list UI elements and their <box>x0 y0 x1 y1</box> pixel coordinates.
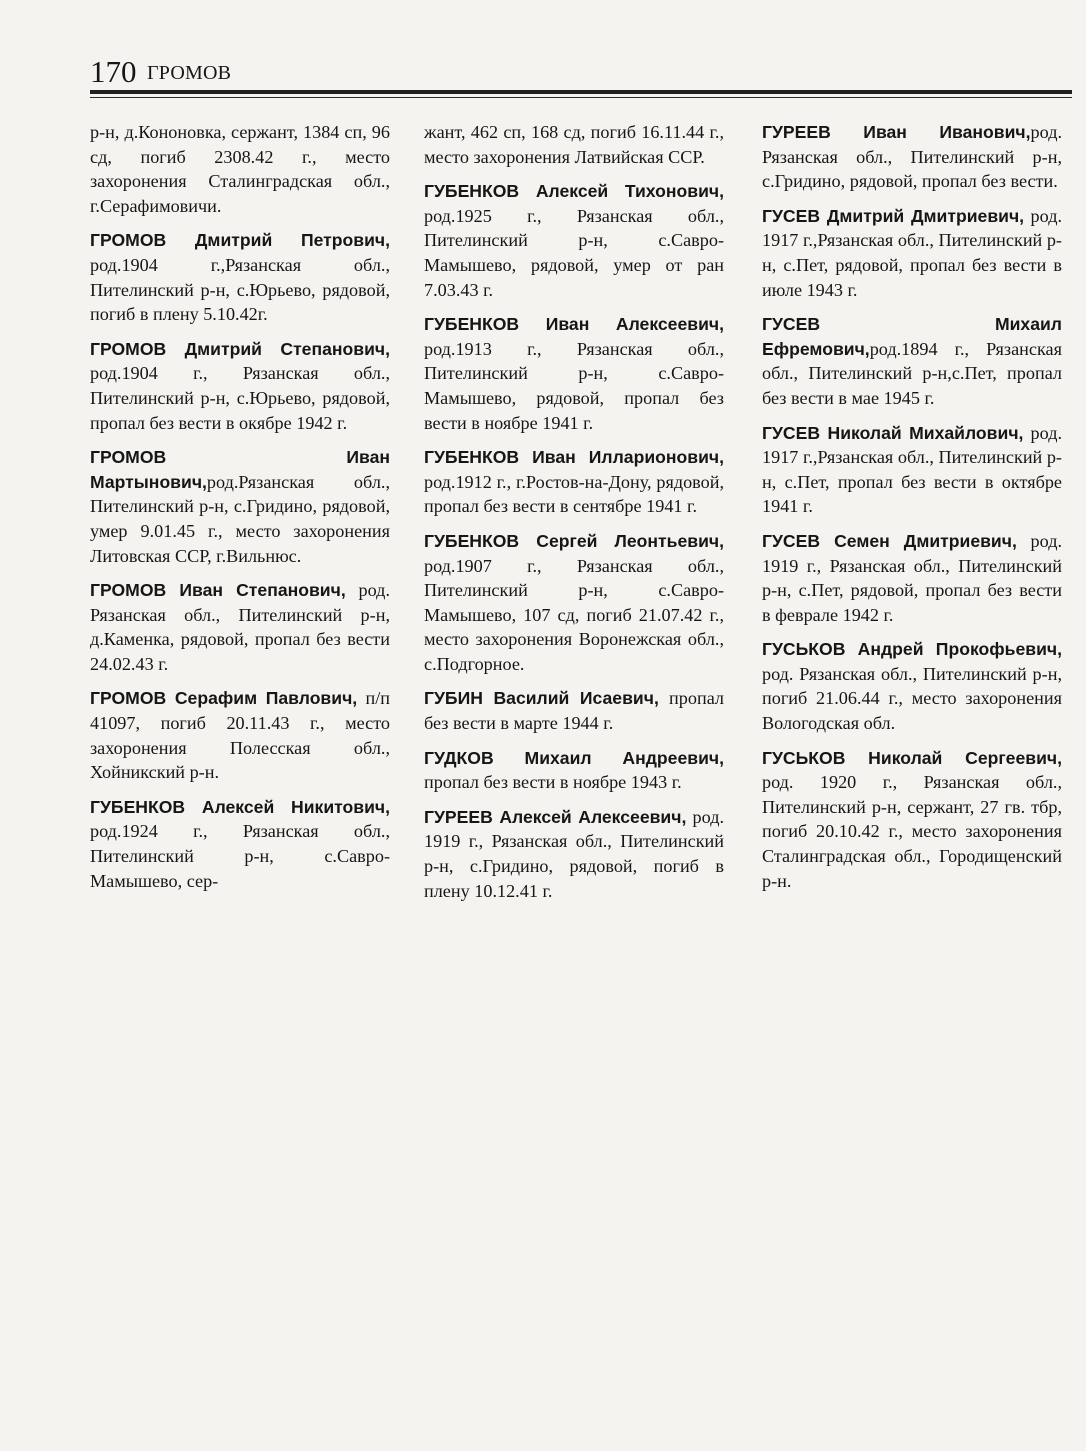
entry <box>762 120 1062 194</box>
entry <box>90 228 390 326</box>
entry-name: ГУБЕНКОВ Сергей Леонтьевич, <box>424 530 724 551</box>
entry-name: ГУРЕЕВ Иван Иванович, <box>762 122 1031 142</box>
entry-name: ГУБЕНКОВ Иван Алексеевич, <box>424 314 724 335</box>
entry <box>90 686 390 784</box>
entry <box>90 120 390 218</box>
entry-details: род. Рязанская обл., Пителинский р-н, с.Гридино, рядовой, пропал без вести. <box>762 122 1062 192</box>
entry-name: ГРОМОВ Иван Степанович, <box>90 580 346 601</box>
entry <box>90 578 390 676</box>
entry-name: ГРОМОВ Иван Мартынович, <box>90 447 390 492</box>
entry <box>424 529 724 677</box>
entry-details: род. 1920 г., Рязанская обл., Пителинский р-н, сержант, 27 гв. тбр, погиб 20.10.42 г., место захоронения Сталинградская обл., Городищенский р-н. <box>762 772 1062 891</box>
entry-name: ГУСЕВ Дмитрий Дмитриевич, <box>762 205 1025 226</box>
entry <box>424 805 724 903</box>
entry-name: ГУБЕНКОВ Алексей Тихонович, <box>424 181 724 202</box>
text-column-3 <box>762 120 1062 903</box>
entry <box>424 686 724 735</box>
running-head: ГРОМОВ <box>147 62 232 84</box>
entry <box>90 445 390 568</box>
entry-details: род.1925 г., Рязанская обл., Пителинский р-н, с.Савро-Мамышево, рядовой, умер от ран 7.03.43 г. <box>424 205 724 300</box>
header-rule-thick <box>90 90 1072 94</box>
entry-details: п/п 41097, погиб 20.11.43 г., место захоронения Полесская обл., Хойникский р-н. <box>90 688 390 783</box>
entry-name: ГУСЕВ Николай Михайлович, <box>762 422 1024 443</box>
entry-name: ГУДКОВ Михаил Андреевич, <box>424 747 724 768</box>
entry-name: ГРОМОВ Дмитрий Степанович, <box>90 338 390 359</box>
entry <box>762 746 1062 894</box>
entry <box>90 337 390 435</box>
entry <box>424 445 724 519</box>
entry-details: жант, 462 сп, 168 сд, погиб 16.11.44 г., место захоронения Латвийская ССР. <box>424 122 724 167</box>
entry-details: род.1912 г., г.Ростов-на-Дону, рядовой, пропал без вести в сентябре 1941 г. <box>424 471 724 517</box>
entry <box>762 637 1062 735</box>
header-rule-thin <box>90 97 1072 98</box>
entry-details: пропал без вести в ноябре 1943 г. <box>424 772 682 793</box>
entry-name: ГУБИН Василий Исаевич, <box>424 688 659 709</box>
entry-details: род. 1919 г., Рязанская обл., Пителинский р-н, с.Гридино, рядовой, погиб в плену 10.12.41 г. <box>424 806 724 901</box>
entry <box>90 795 390 893</box>
entry-details: род.1913 г., Рязанская обл., Пителинский р-н, с.Савро-Мамышево, рядовой, пропал без вести в ноябре 1941 г. <box>424 338 724 433</box>
page-number: 170 <box>90 54 137 89</box>
entry-details: род. 1917 г.,Рязанская обл., Пителинский р-н, с.Пет, рядовой, пропал без вести в июле 1943 г. <box>762 205 1062 300</box>
entry-details: род. 1919 г., Рязанская обл., Пителинский р-н, с.Пет, рядовой, пропал без вести в феврале 1942 г. <box>762 530 1063 625</box>
entry-name: ГУСЬКОВ Николай Сергеевич, <box>762 747 1062 768</box>
entry <box>762 204 1062 302</box>
entry-name: ГРОМОВ Дмитрий Петрович, <box>90 230 390 251</box>
entry-name: ГУСЕВ Семен Дмитриевич, <box>762 530 1017 551</box>
text-column-1 <box>90 120 390 903</box>
entry-details: р-н, д.Кононовка, сержант, 1384 сп, 96 сд, погиб 2308.42 г., место захоронения Сталинградская обл., г.Серафимовичи. <box>90 122 390 216</box>
entry <box>424 312 724 435</box>
entry-details: род.1894 г., Рязанская обл., Пителинский р-н,с.Пет, пропал без вести в мае 1945 г. <box>762 338 1062 408</box>
entry <box>762 529 1062 627</box>
entry-details: род. 1917 г.,Рязанская обл., Пителинский р-н, с.Пет, пропал без вести в октябре 1941 г. <box>762 422 1062 517</box>
entry-name: ГРОМОВ Серафим Павлович, <box>90 688 358 709</box>
page-header <box>90 54 1072 90</box>
entry-details: род. Рязанская обл., Пителинский р-н, д.Каменка, рядовой, пропал без вести 24.02.43 г. <box>90 580 390 674</box>
entry-details: род.Рязанская обл., Пителинский р-н, с.Гридино, рядовой, умер 9.01.45 г., место захоронения Литовская ССР, г.Вильнюс. <box>90 471 390 566</box>
entry-details: пропал без вести в марте 1944 г. <box>424 688 724 734</box>
entry-name: ГУРЕЕВ Алексей Алексеевич, <box>424 806 687 827</box>
entry <box>424 179 724 302</box>
entry <box>762 312 1062 410</box>
entry-name: ГУСЕВ Михаил Ефремович, <box>762 314 1062 359</box>
entry-name: ГУБЕНКОВ Алексей Никитович, <box>90 796 390 817</box>
entry <box>762 421 1062 519</box>
entry-details: род. Рязанская обл., Пителинский р-н, погиб 21.06.44 г., место захоронения Вологодская обл. <box>762 663 1062 734</box>
entry <box>424 120 724 169</box>
entry-details: род.1904 г., Рязанская обл., Пителинский р-н, с.Юрьево, рядовой, пропал без вести в окябре 1942 г. <box>90 363 390 433</box>
entry-name: ГУБЕНКОВ Иван Илларионович, <box>424 447 724 468</box>
text-column-2 <box>424 120 724 913</box>
entry <box>424 746 724 795</box>
entry-details: род.1924 г., Рязанская обл., Пителинский р-н, с.Саврo-Мамышево, сер- <box>90 821 390 891</box>
entry-details: род.1904 г.,Рязанская обл., Пителинский р-н, с.Юрьево, рядовой, погиб в плену 5.10.42г. <box>90 254 390 325</box>
entry-details: род.1907 г., Рязанская обл., Пителинский р-н, с.Савро-Мамышево, 107 сд, погиб 21.07.42 г., место захоронения Воронежская обл., с.Подгорное. <box>424 555 724 674</box>
entry-name: ГУСЬКОВ Андрей Прокофьевич, <box>762 639 1062 660</box>
